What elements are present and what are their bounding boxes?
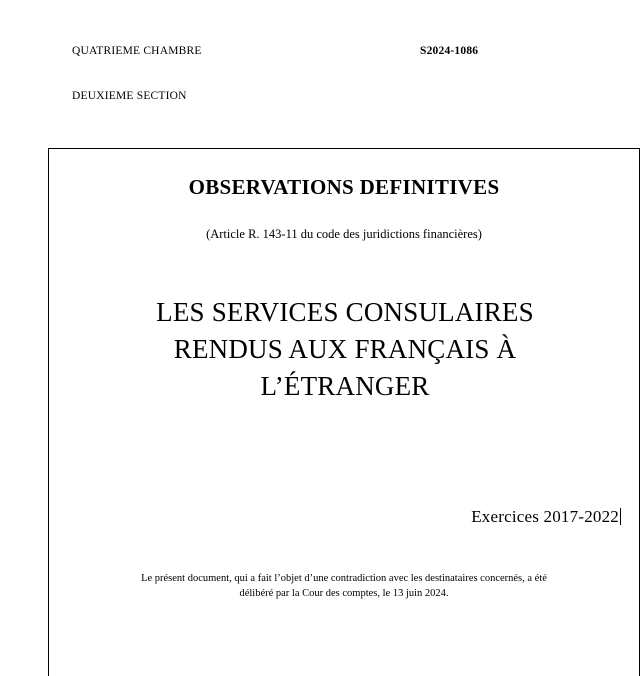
page-title <box>109 294 581 405</box>
header-reference: S2024-1086 <box>420 45 479 57</box>
header-section: DEUXIEME SECTION <box>72 90 187 102</box>
observations-title: OBSERVATIONS DEFINITIVES <box>188 175 500 199</box>
header-chamber: QUATRIEME CHAMBRE <box>72 45 202 57</box>
exercises-range <box>471 507 621 527</box>
deliberation-note-line-2: délibéré par la Cour des comptes, le 13 juin 2024. <box>239 588 449 599</box>
deliberation-note-line-1: Le présent document, qui a fait l’objet d’une contradiction avec les destinataires concernés, a été <box>141 573 547 584</box>
page-title-line-3: L’ÉTRANGER <box>260 371 430 401</box>
page-header <box>0 45 641 63</box>
page-title-line-2: RENDUS AUX FRANÇAIS À <box>173 334 517 364</box>
text-cursor <box>620 508 621 525</box>
cover-frame <box>48 148 640 676</box>
legal-reference: (Article R. 143-11 du code des juridictions financières) <box>206 227 482 241</box>
exercises-range-text: Exercices 2017-2022 <box>471 507 619 526</box>
deliberation-note <box>49 571 639 601</box>
page-title-line-1: LES SERVICES CONSULAIRES <box>156 297 534 327</box>
